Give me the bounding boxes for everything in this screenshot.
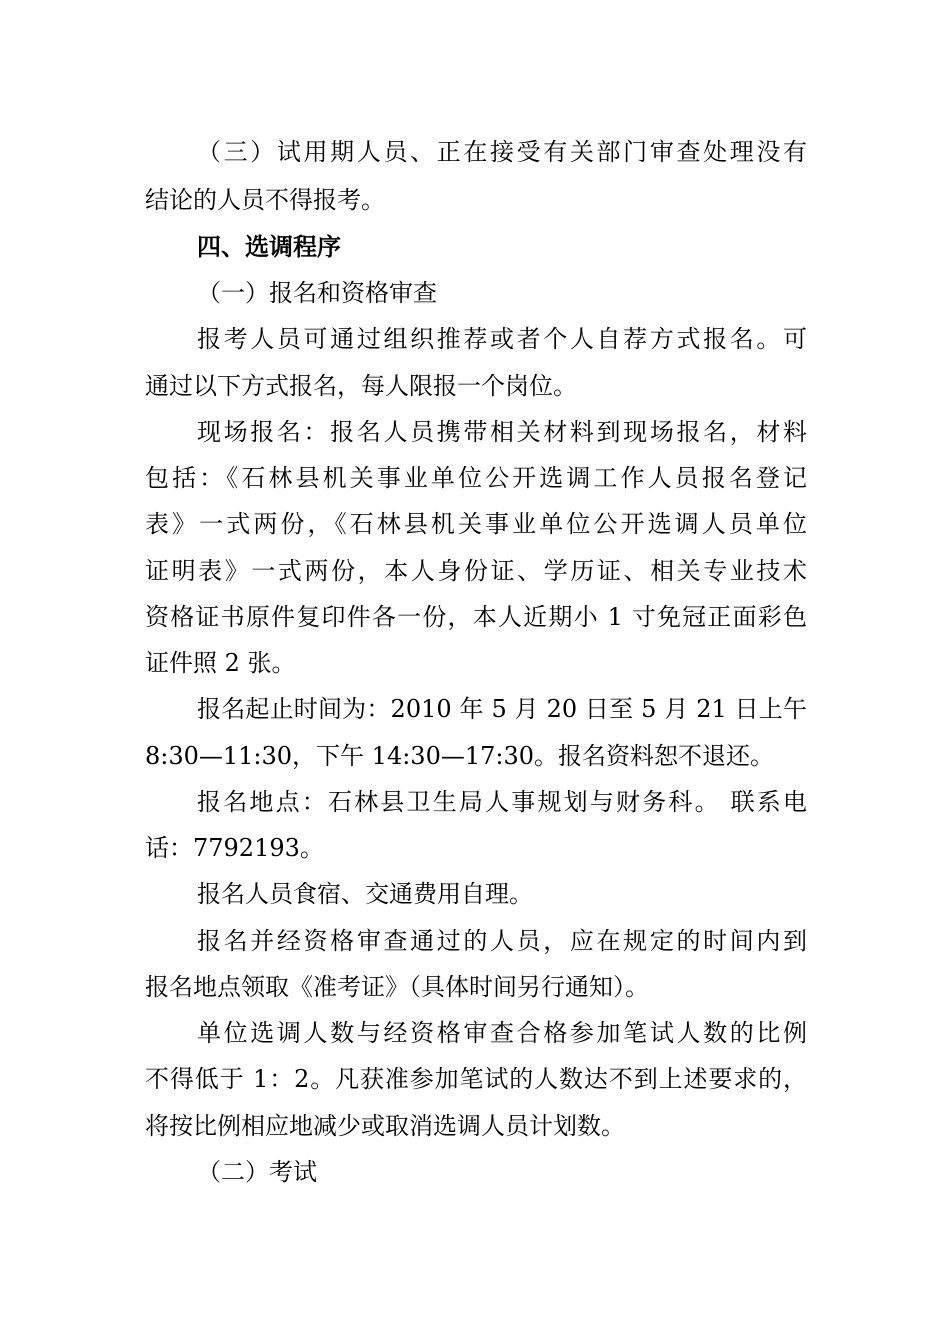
paragraph-line: 报名并经资格审查通过的人员，应在规定的时间内到 xyxy=(197,927,807,955)
paragraph-line: 报名地点领取《准考证》（具体时间另行通知）。 xyxy=(145,973,649,1001)
paragraph-line: 证明表》一式两份，本人身份证、学历证、相关专业技术 xyxy=(145,557,807,585)
paragraph-line: 话：7792193。 xyxy=(145,834,324,862)
subsection-heading: （二）考试 xyxy=(197,1158,317,1186)
paragraph-line: 不得低于 1：2。凡获准参加笔试的人数达不到上述要求的， xyxy=(145,1065,807,1093)
paragraph-line: 包括：《石林县机关事业单位公开选调工作人员报名登记 xyxy=(145,464,807,492)
subsection-heading: （一）报名和资格审查 xyxy=(197,279,437,307)
paragraph-line: 报名起止时间为：2010 年 5 月 20 日至 5 月 21 日上午 xyxy=(197,695,807,723)
paragraph-line: 将按比例相应地减少或取消选调人员计划数。 xyxy=(145,1112,625,1140)
paragraph-line: 资格证书原件复印件各一份，本人近期小 1 寸免冠正面彩色 xyxy=(145,603,807,631)
paragraph-line: 现场报名：报名人员携带相关材料到现场报名，材料 xyxy=(197,418,807,446)
section-heading: 四、选调程序 xyxy=(197,233,341,261)
paragraph-line: （三）试用期人员、正在接受有关部门审查处理没有 xyxy=(197,138,807,166)
paragraph-line: 单位选调人数与经资格审查合格参加笔试人数的比例 xyxy=(197,1019,807,1047)
paragraph-line: 8:30—11:30，下午 14:30—17:30。报名资料恕不退还。 xyxy=(145,742,775,770)
paragraph-line: 结论的人员不得报考。 xyxy=(145,186,385,214)
paragraph-line: 报名人员食宿、交通费用自理。 xyxy=(197,880,533,908)
paragraph-line: 表》一式两份，《石林县机关事业单位公开选调人员单位 xyxy=(145,510,807,538)
paragraph-line: 报名地点：石林县卫生局人事规划与财务科。 联系电 xyxy=(197,788,807,816)
paragraph-line: 证件照 2 张。 xyxy=(145,649,296,677)
paragraph-line: 报考人员可通过组织推荐或者个人自荐方式报名。可 xyxy=(197,325,807,353)
paragraph-line: 通过以下方式报名，每人限报一个岗位。 xyxy=(145,372,577,400)
